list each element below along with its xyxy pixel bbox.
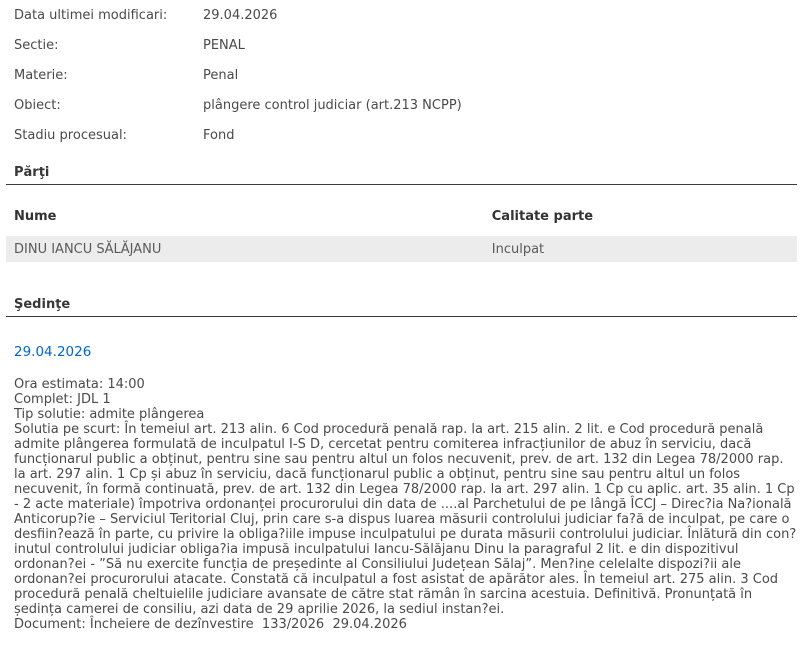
hearing-details — [14, 377, 797, 632]
detail-value: 29.04.2026 — [203, 8, 278, 23]
detail-value: plângere control judiciar (art.213 NCPP) — [203, 98, 462, 113]
hearing-solutie-pe-scurt: Solutia pe scurt: În temeiul art. 213 alin. 6 Cod procedură penală rap. la art. 215 alin. 2 lit. e Cod procedură penală admite plângerea formulată de inculpatul I-S D, cercetat pentru comiterea infracțiunilor de abuz în serviciu, dacă funcționarul public a obținut, pentru sine sau pentru altul un folos necuvenit, prev. de art. 132 din Legea 78/2000 rap. la art. 297 alin. 1 Cp și abuz în serviciu, dacă funcționarul public a obținut, pentru sine sau pentru altul un folos necuvenit, în formă continuată, prev. de art. 132 din Legea 78/2000 rap. la art. 297 alin. 1 Cp cu aplic. art. 35 alin. 1 Cp - 2 acte materiale) împotriva ordonanței procurorului din data de ....al Parchetului de pe lângă ÎCCJ – Direc?ia Na?ională Anticorup?ie – Serviciul Teritorial Cluj, prin care s-a dispus luarea măsurii controlului judiciar fa?ă de inculpat, pe care o desfiin?ează în parte, cu privire la obliga?iile impuse inculpatului pe durata măsurii controlului judiciar. Înlătură din con?inutul controlului judiciar obliga?ia impusă inculpatului Iancu-Sălăjanu Dinu la paragraful 2 lit. e din dispozitivul ordonan?ei - ”Să nu exercite funcția de președinte al Consiliului Județean Sălaj”. Men?ine celelalte dispozi?ii ale ordonan?ei procurorului atacate. Constată că inculpatul a fost asistat de apărător ales. În temeiul art. 275 alin. 3 Cod procedură penală cheltuielile judiciare avansate de către stat rămân în sarcina acestuia. Definitivă. Pronunțată în ședința camerei de consiliu, azi data de 29 aprilie 2026, la sediul instan?ei. — [14, 422, 799, 617]
hearing-ora-estimata: Ora estimata: 14:00 — [14, 377, 145, 392]
detail-label: Data ultimei modificari: — [14, 8, 168, 23]
detail-row-materie — [14, 68, 797, 98]
hearing-tip-solutie: Tip solutie: admite plângerea — [14, 407, 205, 422]
party-role: Inculpat — [484, 236, 797, 262]
parties-section-title: Părţi — [6, 158, 797, 185]
party-name: DINU IANCU SĂLĂJANU — [6, 236, 484, 262]
parties-table — [6, 195, 797, 262]
hearing-complet: Complet: JDL 1 — [14, 392, 111, 407]
detail-label: Materie: — [14, 68, 68, 83]
detail-label: Obiect: — [14, 98, 61, 113]
detail-label: Stadiu procesual: — [14, 128, 127, 143]
column-header-calitate-parte: Calitate parte — [491, 209, 594, 224]
detail-row-sectie — [14, 38, 797, 68]
detail-label: Sectie: — [14, 38, 59, 53]
hearing-entry — [6, 317, 797, 632]
case-details-section — [6, 8, 797, 158]
table-row — [6, 236, 797, 262]
detail-row-data-ultimei-modificari — [14, 8, 797, 38]
parties-table-header-row — [6, 195, 797, 236]
detail-value: PENAL — [203, 38, 245, 53]
column-header-nume: Nume — [14, 209, 57, 224]
hearing-date-link[interactable]: 29.04.2026 — [14, 344, 92, 360]
hearings-section-title: Şedinţe — [6, 290, 797, 317]
detail-value: Penal — [203, 68, 239, 83]
detail-row-stadiu-procesual — [14, 128, 797, 158]
hearing-document: Document: Încheiere de dezînvestire 133/2026 29.04.2026 — [14, 617, 407, 632]
detail-value: Fond — [203, 128, 235, 143]
detail-row-obiect — [14, 98, 797, 128]
